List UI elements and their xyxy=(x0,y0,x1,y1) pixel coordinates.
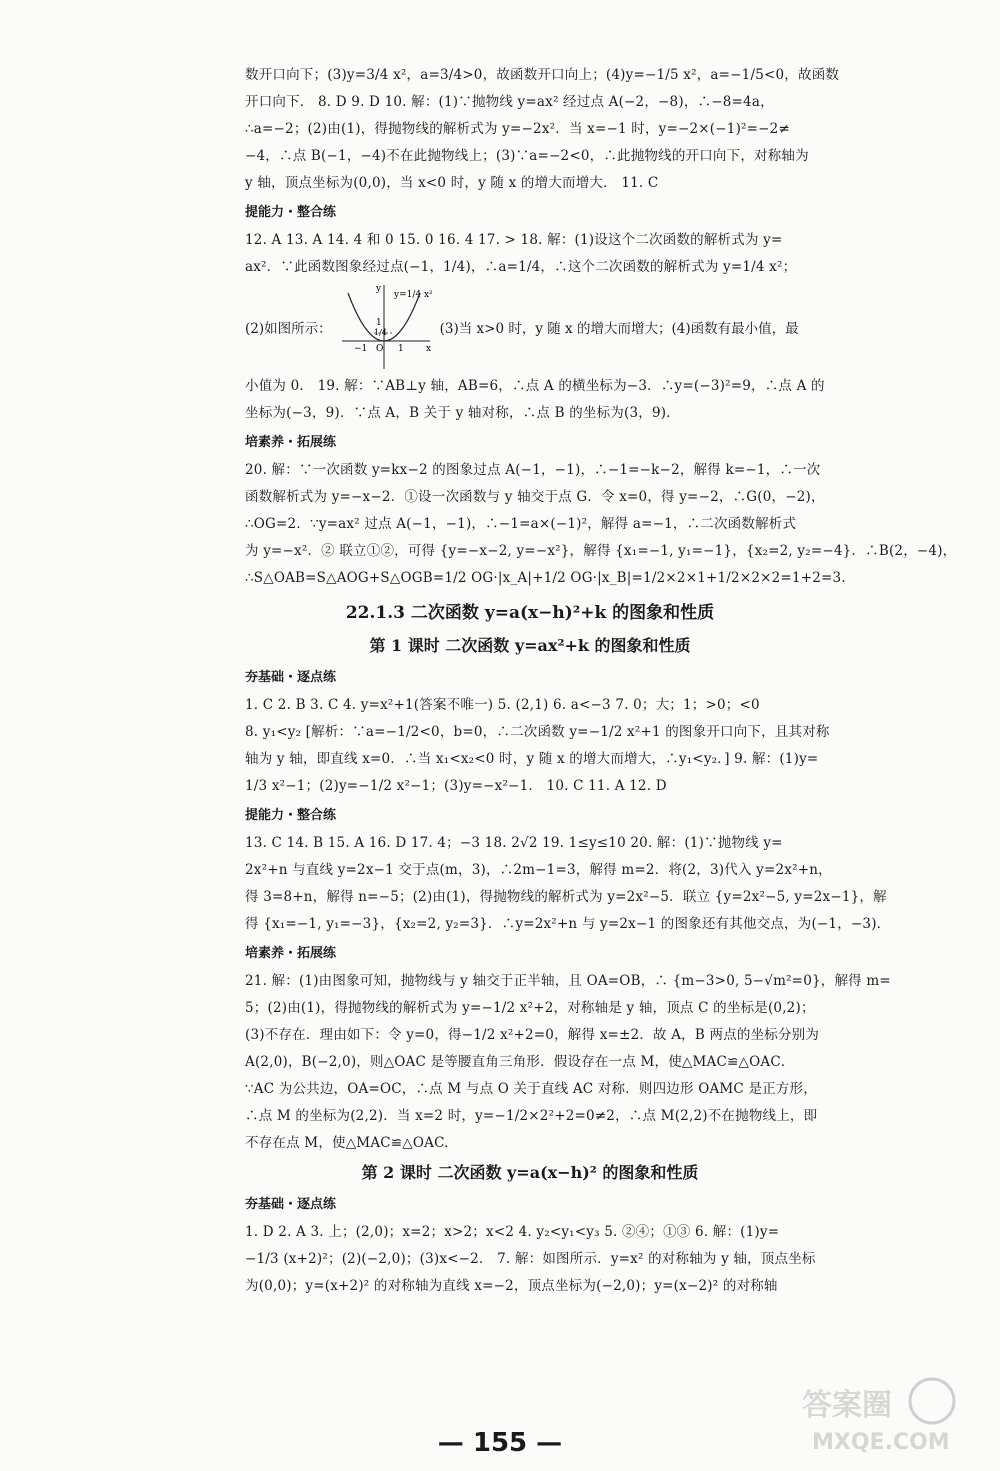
answer-line: 1/3 x²−1；(2)y=−1/2 x²−1；(3)y=−x²−1． 10. C 11. A 12. D xyxy=(245,778,667,794)
curve-label: y=1/4 x² xyxy=(393,290,433,300)
answer-line: 坐标为(−3，9)．∵点 A，B 关于 y 轴对称，∴点 B 的坐标为(3，9)． xyxy=(245,405,680,421)
paragraph-group xyxy=(245,457,957,592)
answer-line: 为(0,0)；y=(x+2)² 的对称轴为直线 x=−2，顶点坐标为(−2,0)；y=(x−2)² 的对称轴 xyxy=(245,1278,778,1294)
section-label: 夯基础・逐点练 xyxy=(245,670,337,685)
section-label: 提能力・整合练 xyxy=(245,205,337,220)
answer-line: 8. y₁<y₂ [解析：∵a=−1/2<0，b=0，∴二次函数 y=−1/2 x²+1 的图象开口向下，且其对称 xyxy=(245,724,830,740)
answer-line: y 轴，顶点坐标为(0,0)，当 x<0 时，y 随 x 的增大而增大． 11. C xyxy=(245,175,659,191)
answer-line: 得 {x₁=−1, y₁=−3}，{x₂=2, y₂=3}．∴y=2x²+n 与 y=2x−1 的图象还有其他交点，为(−1，−3)． xyxy=(245,916,891,932)
tick-one: 1 xyxy=(375,318,382,328)
section-label: 培素养・拓展练 xyxy=(245,435,337,450)
parabola-graph xyxy=(338,281,434,373)
answer-line: −1/3 (x+2)²；(2)(−2,0)；(3)x<−2． 7. 解：如图所示．y=x² 的对称轴为 y 轴，顶点坐标 xyxy=(245,1251,816,1267)
x-plus-label: 1 xyxy=(397,344,404,354)
svg-text:答案圈: 答案圈 xyxy=(802,1388,892,1423)
answer-content xyxy=(245,62,957,1300)
tick-quarter: 1/4 xyxy=(373,328,387,337)
watermark-text: MXQE.COM xyxy=(812,1430,950,1455)
answer-line: 不存在点 M，使△MAC≌△OAC. xyxy=(245,1135,449,1151)
answer-line: 20. 解：∵一次函数 y=kx−2 的图象过点 A(−1，−1)，∴−1=−k−2，解得 k=−1，∴一次 xyxy=(245,462,821,478)
x-axis-label: x xyxy=(425,344,431,354)
answer-line: ∴S△OAB=S△AOG+S△OGB=1/2 OG·|x_A|+1/2 OG·|x_B|=1/2×2×1+1/2×2×2=1+2=3. xyxy=(245,570,846,586)
watermark-logo xyxy=(792,1369,972,1459)
answer-line: −4，∴点 B(−1，−4)不在此抛物线上；(3)∵a=−2<0，∴此抛物线的开口向下，对称轴为 xyxy=(245,148,809,164)
answer-line: A(2,0)，B(−2,0)，则△OAC 是等腰直角三角形．假设存在一点 M，使△MAC≌△OAC． xyxy=(245,1054,795,1070)
answer-line: ax²．∵此函数图象经过点(−1，1/4)，∴a=1/4，∴这个二次函数的解析式为 y=1/4 x²； xyxy=(245,259,797,275)
answer-line: 2x²+n 与直线 y=2x−1 交于点(m，3)，∴2m−1=3，解得 m=2．将(2，3)代入 y=2x²+n， xyxy=(245,862,832,878)
paragraph-group xyxy=(245,692,830,800)
answer-line: ∴点 M 的坐标为(2,2)．当 x=2 时，y=−1/2×2²+2=0≠2，∴点 M(2,2)不在抛物线上，即 xyxy=(245,1108,818,1124)
lesson-heading: 第 1 课时 二次函数 y=ax²+k 的图象和性质 xyxy=(369,636,691,655)
page-number: — 155 — xyxy=(437,1428,563,1458)
graph-suffix: (3)当 x>0 时，y 随 x 的增大而增大；(4)函数有最小值，最 xyxy=(439,321,799,337)
y-axis-label: y xyxy=(375,284,381,294)
paragraph-group xyxy=(245,1219,815,1300)
answer-line: (3)不存在．理由如下：令 y=0，得−1/2 x²+2=0，解得 x=±2．故 A，B 两点的坐标分别为 xyxy=(245,1027,820,1043)
paragraph-group xyxy=(245,62,840,197)
answer-line: ∴OG=2．∵y=ax² 过点 A(−1，−1)，∴−1=a×(−1)²，解得 a=−1，∴二次函数解析式 xyxy=(245,516,797,532)
answer-line: 12. A 13. A 14. 4 和 0 15. 0 16. 4 17. > 18. 解：(1)设这个二次函数的解析式为 y= xyxy=(245,232,783,248)
paragraph-group xyxy=(245,227,815,281)
answer-line: 1. C 2. B 3. C 4. y=x²+1(答案不唯一) 5. (2,1) 6. a<−3 7. 0；大；1；>0；<0 xyxy=(245,697,760,713)
answer-line: 函数解析式为 y=−x−2．①设一次函数与 y 轴交于点 G．令 x=0，得 y=−2，∴G(0，−2)， xyxy=(245,489,825,505)
section-label: 培素养・拓展练 xyxy=(245,946,337,961)
answer-line: ∴a=−2；(2)由(1)，得抛物线的解析式为 y=−2x²．当 x=−1 时，y=−2×(−1)²=−2≠ xyxy=(245,121,790,137)
answer-line: 1. D 2. A 3. 上；(2,0)；x=2；x>2；x<2 4. y₂<y₁<y₃ 5. ②④；①③ 6. 解：(1)y= xyxy=(245,1224,780,1240)
origin-label: O xyxy=(375,344,384,354)
section-label: 提能力・整合练 xyxy=(245,808,337,823)
answer-line: ∵AC 为公共边，OA=OC，∴点 M 与点 O 关于直线 AC 对称．则四边形 OAMC 是正方形， xyxy=(245,1081,817,1097)
paragraph-group xyxy=(245,373,825,427)
answer-line: 13. C 14. B 15. A 16. D 17. 4；−3 18. 2√2 19. 1≤y≤10 20. 解：(1)∵抛物线 y= xyxy=(245,835,783,851)
answer-line: 21. 解：(1)由图象可知，抛物线与 y 轴交于正半轴，且 OA=OB，∴ {m−3>0, 5−√m²=0}，解得 m= xyxy=(245,973,891,989)
x-minus-label: −1 xyxy=(353,344,367,354)
graph-prefix: (2)如图所示： xyxy=(245,321,332,337)
paragraph-group xyxy=(245,830,891,938)
section-heading: 22.1.3 二次函数 y=a(x−h)²+k 的图象和性质 xyxy=(345,603,715,623)
answer-line: 得 3=8+n，解得 n=−5；(2)由(1)，得抛物线的解析式为 y=2x²−5．联立 {y=2x²−5, y=2x−1}，解 xyxy=(245,889,887,905)
paragraph-group xyxy=(245,968,891,1157)
answer-line: 数开口向下；(3)y=3/4 x²，a=3/4>0，故函数开口向上；(4)y=−1/5 x²，a=−1/5<0，故函数 xyxy=(245,67,840,83)
section-label: 夯基础・逐点练 xyxy=(245,1197,337,1212)
answer-line: 5；(2)由(1)，得抛物线的解析式为 y=−1/2 x²+2，对称轴是 y 轴，顶点 C 的坐标是(0,2)； xyxy=(245,1000,815,1016)
answer-line: 开口向下． 8. D 9. D 10. 解：(1)∵抛物线 y=ax² 经过点 A(−2，−8)，∴−8=4a， xyxy=(245,94,774,110)
graph-row xyxy=(245,281,815,373)
answer-line: 为 y=−x²．② 联立①②，可得 {y=−x−2, y=−x²}，解得 {x₁=−1, y₁=−1}，{x₂=2, y₂=−4}．∴B(2，−4)， xyxy=(245,543,957,559)
lesson-heading: 第 2 课时 二次函数 y=a(x−h)² 的图象和性质 xyxy=(361,1163,699,1182)
answer-line: 轴为 y 轴，即直线 x=0．∴当 x₁<x₂<0 时，y 随 x 的增大而增大，∴y₁<y₂．] 9. 解：(1)y= xyxy=(245,751,819,767)
answer-line: 小值为 0． 19. 解：∵AB⊥y 轴，AB=6，∴点 A 的横坐标为−3．∴y=(−3)²=9，∴点 A 的 xyxy=(245,378,825,394)
